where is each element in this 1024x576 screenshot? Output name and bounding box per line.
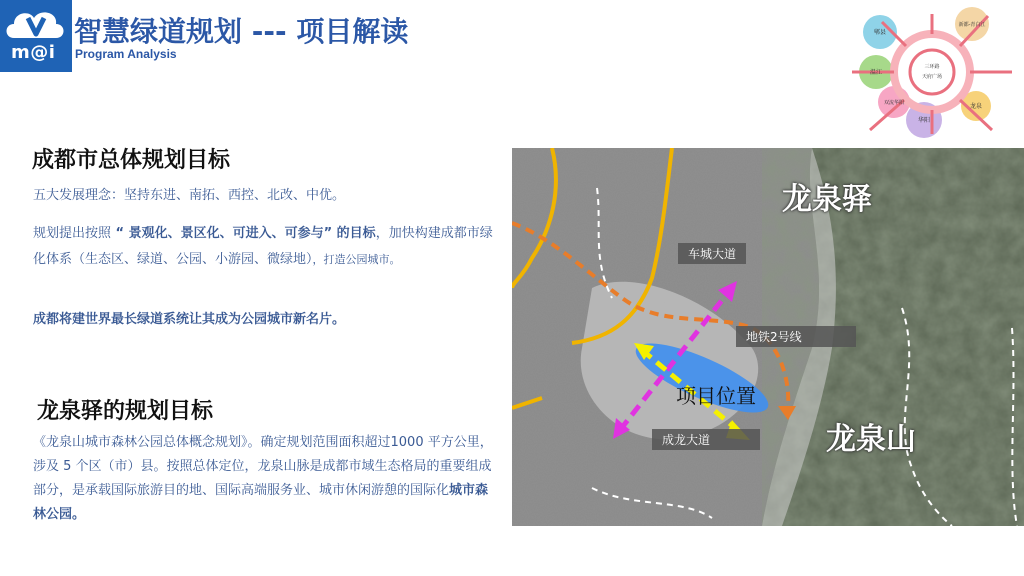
place-label-longquanyi: 龙泉驿 [782, 182, 872, 217]
plan-text: ，打造公园城市。 [312, 253, 401, 266]
paragraph-forest-park [33, 431, 493, 527]
logo [0, 0, 72, 72]
project-location-map [512, 148, 1024, 526]
district-label: 龙泉 [969, 103, 983, 110]
district-label: 新都-青白江 [958, 22, 986, 28]
ring-road-diagram [842, 6, 1018, 142]
paragraph-development: 五大发展理念：坚持东进、南拓、西控、北改、中优。 [33, 188, 346, 203]
district-label: 温江 [869, 69, 883, 76]
road-label-metro: 地铁2号线 [736, 326, 856, 347]
ring-center-line: 天府广场 [921, 74, 943, 80]
road-label-chenglong: 成龙大道 [652, 429, 760, 450]
road-label-checheng: 车城大道 [678, 243, 746, 264]
plan-goal-text: “ 景观化、景区化、可进入、可参与” 的目标 [111, 226, 376, 241]
ring-center-line: 三环路 [924, 64, 940, 70]
section-title-chengdu: 成都市总体规划目标 [32, 148, 231, 173]
paragraph-plan [33, 221, 503, 273]
place-label-longquanshan: 龙泉山 [826, 422, 916, 457]
district-label: 双流华阳 [883, 100, 905, 106]
plan-text: 规划提出按照 [33, 226, 112, 241]
project-location-label: 项目位置 [676, 384, 756, 408]
paragraph-greenway: 成都将建世界最长绿道系统让其成为公园城市新名片。 [33, 312, 346, 327]
page-title: 智慧绿道规划 --- 项目解读 [74, 15, 409, 48]
page-subtitle: Program Analysis [75, 47, 177, 61]
district-label: 华阳 [917, 117, 931, 124]
section-title-longquanyi: 龙泉驿的规划目标 [37, 399, 214, 424]
logo-text: m@i [11, 42, 56, 63]
district-label: 郫县 [873, 29, 887, 36]
forest-park-text: 《龙泉山城市森林公园总体概念规划》。确定规划范围面积超过1000 平方公里，涉及 5 个区（市）县。按照总体定位，龙泉山脉是成都市域生态格局的重要组成部分，是承载国际旅游目的地、国际高端服务业、城市休闲游憩的国际化 [33, 435, 493, 498]
plan-text: ，加快构建成都市绿化体系（生态区、绿道、公园、小游园、微绿地） [33, 226, 493, 267]
forest-park-highlight: 城市森林公园。 [33, 483, 489, 522]
